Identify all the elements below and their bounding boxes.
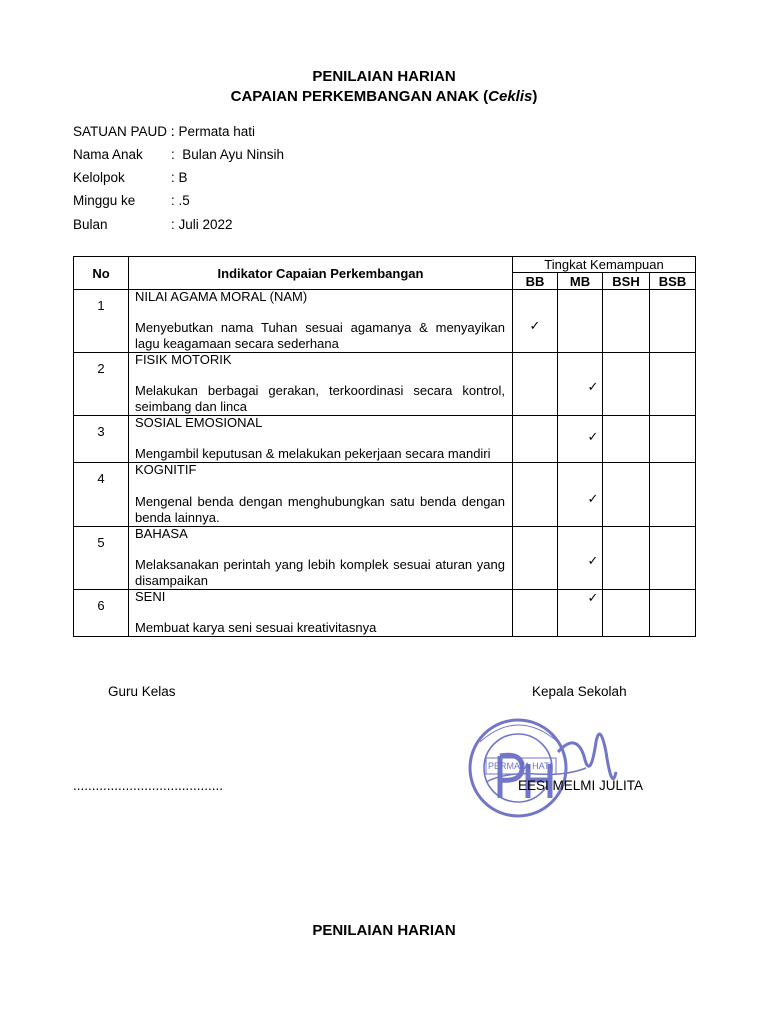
check-cell-mb xyxy=(558,353,603,416)
assessment-table xyxy=(73,256,696,637)
page-subtitle xyxy=(0,88,768,105)
subtitle-prefix: CAPAIAN PERKEMBANGAN ANAK ( xyxy=(230,88,489,105)
row-number: 4 xyxy=(74,463,129,527)
check-cell-bb xyxy=(513,527,558,590)
check-mark-icon: ✓ xyxy=(587,379,599,394)
indicator-description: Melakukan berbagai gerakan, terkoordinasi secara kontrol, seimbang dan linca xyxy=(135,383,505,414)
indicator-cell xyxy=(129,416,513,463)
check-cell-bsh xyxy=(603,416,650,463)
check-cell-bsh xyxy=(603,290,650,353)
check-mark-icon: ✓ xyxy=(587,590,599,605)
check-cell-bb xyxy=(513,353,558,416)
info-value-month: : Juli 2022 xyxy=(171,217,233,232)
table-row xyxy=(74,290,696,353)
indicator-cell xyxy=(129,590,513,637)
subtitle-italic: Ceklis xyxy=(488,88,533,105)
column-header-level: Tingkat Kemampuan xyxy=(513,257,696,273)
row-number: 5 xyxy=(74,527,129,590)
column-header-indicator: Indikator Capaian Perkembangan xyxy=(129,257,513,290)
table-row xyxy=(74,527,696,590)
indicator-category: NILAI AGAMA MORAL (NAM) xyxy=(135,289,308,304)
indicator-cell xyxy=(129,353,513,416)
check-mark-icon: ✓ xyxy=(529,318,541,333)
principal-name: EESI MELMI JULITA xyxy=(518,778,644,793)
indicator-cell xyxy=(129,290,513,353)
row-number: 6 xyxy=(74,590,129,637)
row-number: 3 xyxy=(74,416,129,463)
info-label-month: Bulan xyxy=(73,217,108,232)
teacher-title: Guru Kelas xyxy=(108,684,176,699)
column-header-bsh: BSH xyxy=(603,273,650,290)
info-label-group: Kelolpok xyxy=(73,170,125,185)
check-cell-bb xyxy=(513,590,558,637)
column-header-bb: BB xyxy=(513,273,558,290)
check-mark-icon: ✓ xyxy=(587,553,599,568)
check-cell-bsb xyxy=(650,463,696,527)
check-cell-mb xyxy=(558,290,603,353)
indicator-category: FISIK MOTORIK xyxy=(135,352,232,367)
stamp-inner-text: PERMATA HATI xyxy=(488,761,553,771)
indicator-category: BAHASA xyxy=(135,526,188,541)
table-row xyxy=(74,463,696,527)
check-cell-bsb xyxy=(650,590,696,637)
column-header-bsb: BSB xyxy=(650,273,696,290)
indicator-description: Membuat karya seni sesuai kreativitasnya xyxy=(135,620,377,635)
check-cell-bsb xyxy=(650,527,696,590)
row-number: 1 xyxy=(74,290,129,353)
principal-title: Kepala Sekolah xyxy=(532,684,627,699)
check-cell-bsh xyxy=(603,353,650,416)
check-cell-bsb xyxy=(650,290,696,353)
page-title: PENILAIAN HARIAN xyxy=(312,68,456,85)
teacher-signature-line: ........................................ xyxy=(73,778,224,793)
next-page-title: PENILAIAN HARIAN xyxy=(312,922,456,939)
indicator-cell xyxy=(129,527,513,590)
info-label-week: Minggu ke xyxy=(73,193,136,208)
indicator-category: KOGNITIF xyxy=(135,462,197,477)
check-cell-bsh xyxy=(603,590,650,637)
info-label-school: SATUAN PAUD : xyxy=(73,124,175,139)
check-mark-icon: ✓ xyxy=(587,491,599,506)
check-cell-mb xyxy=(558,527,603,590)
table-row xyxy=(74,416,696,463)
check-cell-mb xyxy=(558,463,603,527)
indicator-category: SENI xyxy=(135,589,166,604)
row-number: 2 xyxy=(74,353,129,416)
check-cell-bsb xyxy=(650,416,696,463)
check-cell-mb xyxy=(558,416,603,463)
indicator-category: SOSIAL EMOSIONAL xyxy=(135,415,263,430)
indicator-description: Menyebutkan nama Tuhan sesuai agamanya & menyayikan lagu keagamaan secara sederhana xyxy=(135,320,505,351)
indicator-cell xyxy=(129,463,513,527)
table-row xyxy=(74,353,696,416)
column-header-mb: MB xyxy=(558,273,603,290)
check-cell-mb xyxy=(558,590,603,637)
indicator-description: Mengambil keputusan & melakukan pekerjaan secara mandiri xyxy=(135,446,491,461)
info-value-child-name: : Bulan Ayu Ninsih xyxy=(171,147,285,162)
table-header-row xyxy=(74,257,696,273)
check-cell-bb xyxy=(513,416,558,463)
info-value-school: . Permata hati xyxy=(171,124,256,139)
column-header-no: No xyxy=(74,257,129,290)
school-stamp-icon xyxy=(466,712,626,828)
check-cell-bsh xyxy=(603,527,650,590)
subtitle-suffix: ) xyxy=(532,88,538,105)
check-cell-bb xyxy=(513,290,558,353)
info-value-week: : .5 xyxy=(171,193,190,208)
check-cell-bsb xyxy=(650,353,696,416)
info-value-group: : B xyxy=(171,170,188,185)
check-mark-icon: ✓ xyxy=(587,429,599,444)
indicator-description: Mengenal benda dengan menghubungkan satu benda dengan benda lainnya. xyxy=(135,494,505,525)
check-cell-bb xyxy=(513,463,558,527)
table-row xyxy=(74,590,696,637)
info-label-child-name: Nama Anak xyxy=(73,147,143,162)
indicator-description: Melaksanakan perintah yang lebih komplek sesuai aturan yang disampaikan xyxy=(135,557,505,588)
check-cell-bsh xyxy=(603,463,650,527)
